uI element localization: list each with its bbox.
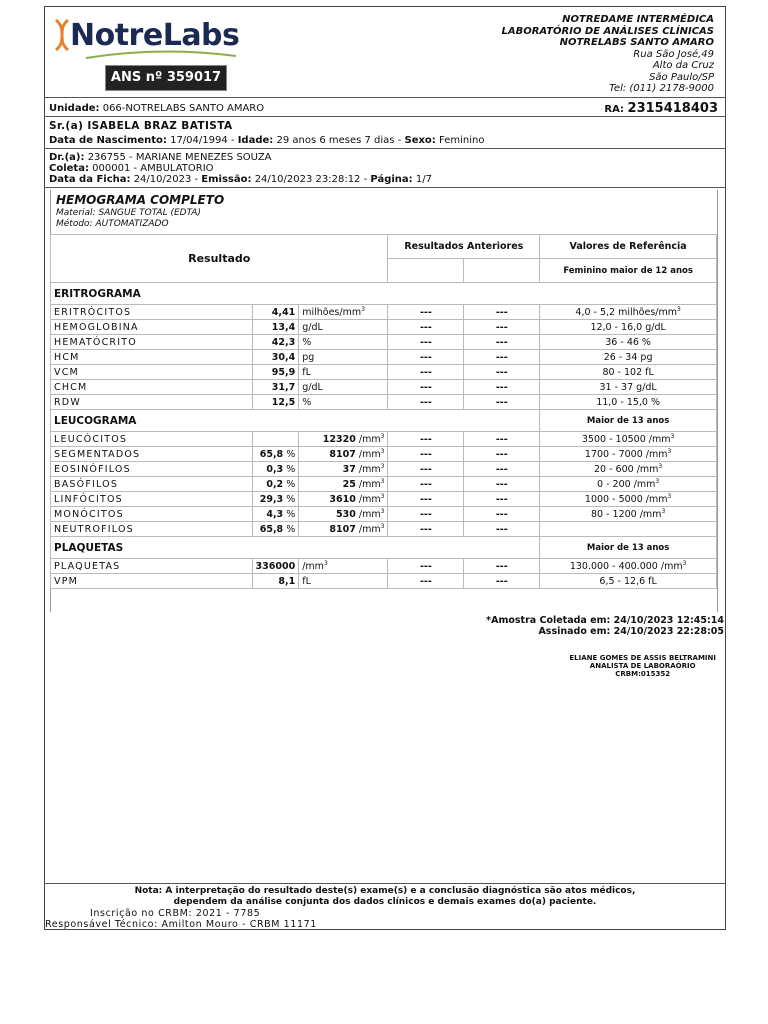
result-absolute: 3610 $/mm^3$: [299, 492, 388, 507]
patient-name: Sr.(a) ISABELA BRAZ BATISTA: [49, 120, 233, 132]
result-value: 4,41: [252, 305, 299, 320]
reference-value: 3500 - 10500 $/mm^3$: [540, 432, 717, 447]
reference-value: [540, 522, 717, 537]
leuco-ref-group: Maior de 13 anos: [540, 410, 717, 432]
crbm-registration: Inscrição no CRBM: 2021 - 7785: [90, 908, 261, 919]
lab-name: NOTREDAME INTERMÉDICA: [562, 14, 714, 25]
lab-type: LABORATÓRIO DE ANÁLISES CLÍNICAS: [501, 25, 714, 37]
result-absolute: 25 $/mm^3$: [299, 477, 388, 492]
previous-result: ---: [388, 320, 464, 335]
result-value: 95,9: [252, 365, 299, 380]
previous-result: ---: [388, 492, 464, 507]
previous-result: ---: [388, 522, 464, 537]
previous-result: ---: [388, 462, 464, 477]
previous-result: ---: [388, 305, 464, 320]
result-unit: $/mm^3$: [299, 559, 388, 574]
reference-value: 26 - 34 pg: [540, 350, 717, 365]
result-percent: 4,3 %: [252, 507, 299, 522]
lab-phone: Tel: (011) 2178-9000: [609, 83, 714, 94]
reference-value: 20 - 600 $/mm^3$: [540, 462, 717, 477]
table-row: [51, 380, 717, 395]
table-row: [51, 335, 717, 350]
previous-result: ---: [388, 365, 464, 380]
result-value: 30,4: [252, 350, 299, 365]
lab-city: São Paulo/SP: [649, 71, 714, 83]
col-resultado: Resultado: [51, 235, 388, 283]
previous-result: ---: [464, 559, 540, 574]
brand-logo: NotreLabs: [70, 18, 240, 53]
lab-district: Alto da Cruz: [652, 60, 714, 71]
result-absolute: 530 $/mm^3$: [299, 507, 388, 522]
col-anteriores: Resultados Anteriores: [388, 235, 540, 259]
result-name: VCM: [51, 365, 253, 380]
previous-result: ---: [388, 395, 464, 410]
table-row: [51, 559, 717, 574]
result-name: RDW: [51, 395, 253, 410]
table-row: [51, 574, 717, 589]
reference-value: 12,0 - 16,0 g/dL: [540, 320, 717, 335]
result-unit: milhões/$mm^3$: [299, 305, 388, 320]
result-absolute: 12320 $/mm^3$: [299, 432, 388, 447]
reference-value: 0 - 200 $/mm^3$: [540, 477, 717, 492]
result-name: HCM: [51, 350, 253, 365]
table-row: [51, 492, 717, 507]
previous-result: ---: [388, 507, 464, 522]
previous-result: ---: [464, 380, 540, 395]
previous-result: ---: [464, 305, 540, 320]
result-name: NEUTROFILOS: [51, 522, 253, 537]
reference-value: 1700 - 7000 $/mm^3$: [540, 447, 717, 462]
reference-value: 31 - 37 g/dL: [540, 380, 717, 395]
result-name: ERITRÓCITOS: [51, 305, 253, 320]
result-name: MONÓCITOS: [51, 507, 253, 522]
table-row: [51, 320, 717, 335]
reference-value: 36 - 46 %: [540, 335, 717, 350]
previous-result: ---: [464, 350, 540, 365]
previous-result: ---: [464, 447, 540, 462]
previous-result: ---: [464, 395, 540, 410]
previous-result: ---: [464, 320, 540, 335]
result-absolute: 37 $/mm^3$: [299, 462, 388, 477]
result-absolute: 8107 $/mm^3$: [299, 447, 388, 462]
previous-result: ---: [388, 477, 464, 492]
divider: [44, 116, 726, 117]
result-value: 8,1: [252, 574, 299, 589]
result-unit: fL: [299, 574, 388, 589]
result-value: 12,5: [252, 395, 299, 410]
result-name: SEGMENTADOS: [51, 447, 253, 462]
result-name: CHCM: [51, 380, 253, 395]
previous-result: ---: [464, 492, 540, 507]
exam-method: Método: AUTOMATIZADO: [56, 219, 169, 229]
result-unit: g/dL: [299, 320, 388, 335]
reference-value: 80 - 1200 $/mm^3$: [540, 507, 717, 522]
table-row: [51, 350, 717, 365]
reference-value: 1000 - 5000 $/mm^3$: [540, 492, 717, 507]
table-row: [51, 507, 717, 522]
ans-badge: ANS nº 359017: [106, 66, 226, 90]
lab-street: Rua São José,49: [633, 48, 714, 60]
signature: [569, 654, 716, 678]
previous-result: ---: [464, 522, 540, 537]
reference-value: 4,0 - 5,2 milhões/$mm^3$: [540, 305, 717, 320]
previous-result: ---: [464, 477, 540, 492]
section-leucograma: LEUCOGRAMA: [51, 410, 540, 432]
sig-crbm: CRBM:015352: [615, 670, 671, 678]
note: [44, 886, 726, 908]
previous-result: ---: [464, 462, 540, 477]
result-name: BASÓFILOS: [51, 477, 253, 492]
ref-group: Feminino maior de 12 anos: [540, 259, 717, 283]
divider: [44, 97, 726, 98]
lab-unit: NOTRELABS SANTO AMARO: [559, 37, 714, 48]
coleta: Coleta: 000001 - AMBULATORIO: [49, 163, 214, 174]
divider: [44, 187, 726, 188]
result-unit: %: [299, 335, 388, 350]
sig-role: ANALISTA DE LABORAÓRIO: [589, 662, 696, 670]
result-percent: 29,3 %: [252, 492, 299, 507]
result-name: EOSINÓFILOS: [51, 462, 253, 477]
previous-result: ---: [464, 365, 540, 380]
result-name: PLAQUETAS: [51, 559, 253, 574]
exam-material: Material: SANGUE TOTAL (EDTA): [56, 208, 201, 218]
result-name: VPM: [51, 574, 253, 589]
result-unit: g/dL: [299, 380, 388, 395]
previous-result: ---: [464, 574, 540, 589]
previous-result: ---: [388, 350, 464, 365]
table-row: [51, 305, 717, 320]
doctor: Dr.(a): 236755 - MARIANE MENEZES SOUZA: [49, 152, 272, 163]
result-percent: 65,8 %: [252, 447, 299, 462]
result-value: 42,3: [252, 335, 299, 350]
previous-result: ---: [388, 447, 464, 462]
note-line-1: Nota: A interpretação do resultado deste(s) exame(s) e a conclusão diagnóstica são atos médicos,: [134, 886, 636, 896]
ra-number: RA: 2315418403: [604, 101, 718, 116]
result-name: LEUCÓCITOS: [51, 432, 253, 447]
result-unit: pg: [299, 350, 388, 365]
divider: [44, 883, 726, 884]
signed-at: Assinado em: 24/10/2023 22:28:05: [538, 626, 724, 637]
unidade: Unidade: 066-NOTRELABS SANTO AMARO: [49, 103, 265, 114]
result-name: LINFÓCITOS: [51, 492, 253, 507]
previous-result: ---: [388, 574, 464, 589]
previous-result: ---: [464, 335, 540, 350]
result-name: HEMOGLOBINA: [51, 320, 253, 335]
note-line-2: dependem da análise conjunta dos dados clínicos e demais exames do(a) paciente.: [173, 897, 597, 907]
result-absolute: 8107 $/mm^3$: [299, 522, 388, 537]
table-row: [51, 365, 717, 380]
table-row: [51, 395, 717, 410]
patient-details: Data de Nascimento: 17/04/1994 - Idade: 29 anos 6 meses 7 dias - Sexo: Feminino: [49, 135, 485, 146]
previous-result: ---: [388, 335, 464, 350]
ficha-info: Data da Ficha: 24/10/2023 - Emissão: 24/10/2023 23:28:12 - Página: 1/7: [49, 174, 432, 185]
reference-value: 130.000 - 400.000 $/mm^3$: [540, 559, 717, 574]
result-percent: 0,3 %: [252, 462, 299, 477]
exam-title: HEMOGRAMA COMPLETO: [56, 193, 225, 207]
table-row: [51, 522, 717, 537]
previous-result: ---: [388, 559, 464, 574]
table-row: [51, 432, 717, 447]
plaq-ref-group: Maior de 13 anos: [540, 537, 717, 559]
result-percent: 65,8 %: [252, 522, 299, 537]
reference-value: 80 - 102 fL: [540, 365, 717, 380]
result-percent: [252, 432, 299, 447]
col-referencia: Valores de Referência: [540, 235, 717, 259]
result-value: 13,4: [252, 320, 299, 335]
result-value: 336000: [252, 559, 299, 574]
sig-name: ELIANE GOMES DE ASSIS BELTRAMINI: [569, 654, 716, 662]
divider: [44, 148, 726, 149]
reference-value: 6,5 - 12,6 fL: [540, 574, 717, 589]
collected-at: *Amostra Coletada em: 24/10/2023 12:45:14: [486, 615, 724, 626]
lab-info: [501, 14, 714, 95]
technical-responsible: Responsável Técnico: Amilton Mouro - CRBM 11171: [45, 919, 317, 930]
dna-logo-icon: [52, 16, 72, 62]
previous-result: ---: [388, 380, 464, 395]
previous-result: ---: [464, 432, 540, 447]
section-plaquetas: PLAQUETAS: [51, 537, 540, 559]
results-table: [50, 234, 717, 589]
table-row: [51, 462, 717, 477]
logo-swoosh-icon: [86, 50, 236, 60]
result-unit: fL: [299, 365, 388, 380]
reference-value: 11,0 - 15,0 %: [540, 395, 717, 410]
result-percent: 0,2 %: [252, 477, 299, 492]
table-row: [51, 477, 717, 492]
result-value: 31,7: [252, 380, 299, 395]
previous-result: ---: [464, 507, 540, 522]
section-eritrograma: ERITROGRAMA: [51, 283, 717, 305]
result-unit: %: [299, 395, 388, 410]
previous-result: ---: [388, 432, 464, 447]
table-row: [51, 447, 717, 462]
result-name: HEMATÓCRITO: [51, 335, 253, 350]
